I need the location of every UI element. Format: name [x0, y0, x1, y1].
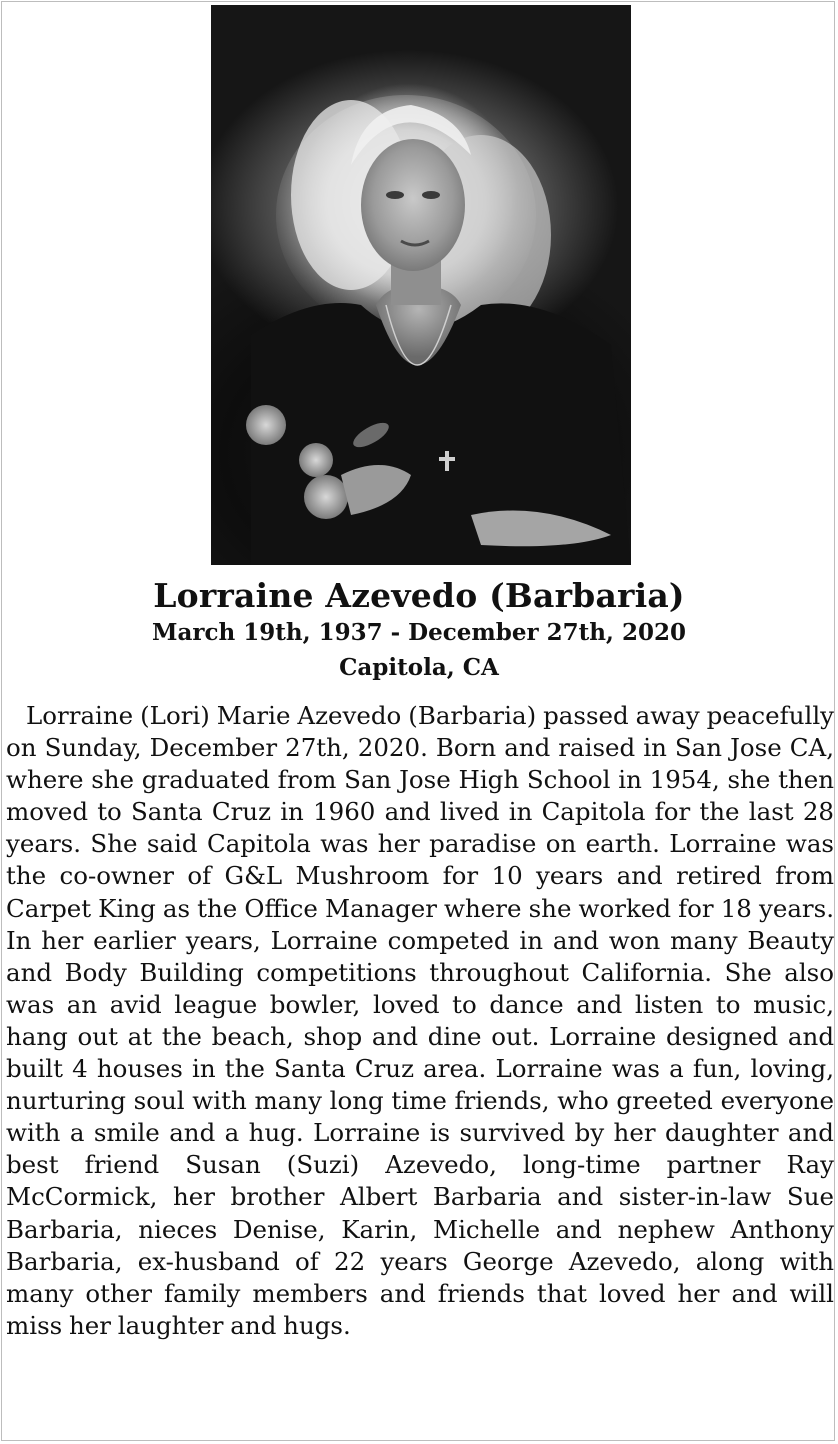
life-dates: March 19th, 1937 - December 27th, 2020 — [152, 619, 686, 646]
deceased-name: Lorraine Azevedo (Barbaria) — [153, 576, 685, 615]
obituary-text: Lorraine (Lori) Marie Azevedo (Barbaria) passed away peacefully on Sunday, December 27th, 2020. Born and raised in San Jose CA, where she graduated from San Jose High School in 1954, she then moved to Santa Cruz in 1960 and lived in Capitola for the last 28 years. She said Capitola was her paradise on earth. Lorraine was the co-owner of G&L Mushroom for 10 years and retired from Carpet King as the Office Manager where she worked for 18 years. In her earlier years, Lorraine competed in and won many Beauty and Body Building competitions throughout California. She also was an avid league bowler, loved to dance and listen to music, hang out at the beach, shop and dine out. Lorraine designed and built 4 houses in the Santa Cruz area. Lorraine was a fun, loving, nurturing soul with many long time friends, who greeted everyone with a smile and a hug. Lorraine is survived by her daughter and best friend Susan (Suzi) Azevedo, long-time partner Ray McCormick, her brother Albert Barbaria and sister-in-law Sue Barbaria, nieces Denise, Karin, Michelle and nephew Anthony Barbaria, ex-husband of 22 years George Azevedo, along with many other family members and friends that loved her and will miss her laughter and hugs. — [6, 701, 834, 1340]
portrait-illustration — [211, 5, 631, 565]
portrait-photo — [211, 5, 631, 565]
location: Capitola, CA — [339, 654, 499, 681]
